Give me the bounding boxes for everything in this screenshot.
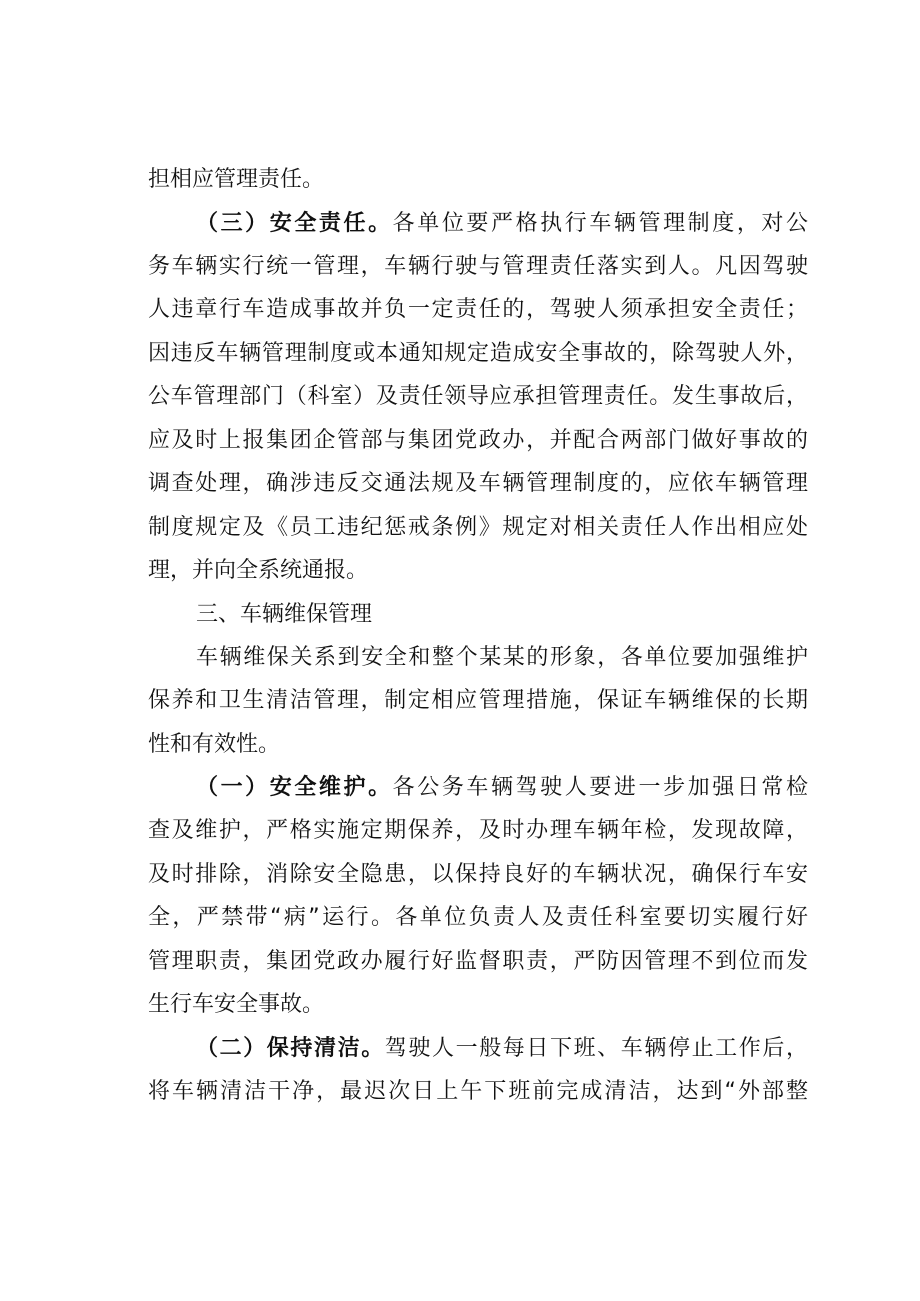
body-line: 担相应管理责任。: [148, 167, 325, 192]
section-heading-vehicle-maintenance: 三、车辆维保管理: [196, 602, 373, 627]
body-text: 各公务车辆驾驶人要进一步加强日常检: [392, 775, 808, 800]
body-line: 保养和卫生清洁管理，制定相应管理措施，保证车辆维保的长期: [148, 688, 808, 713]
body-line: 管理职责，集团党政办履行好监督职责，严防因管理不到位而发: [148, 949, 808, 974]
body-line: 理，并向全系统通报。: [148, 558, 369, 583]
body-line: 车辆维保关系到安全和整个某某的形象，各单位要加强维护: [196, 645, 808, 670]
body-line: 查及维护，严格实施定期保养，及时办理车辆年检，发现故障，: [148, 818, 808, 843]
section-paragraph-safety-responsibility: [196, 210, 808, 238]
body-line: 制度规定及《员工违纪惩戒条例》规定对相关责任人作出相应处: [148, 515, 808, 540]
section-label: （三）安全责任。: [196, 211, 393, 236]
body-text: 各单位要严格执行车辆管理制度，对公: [392, 211, 808, 236]
body-line: 全，严禁带“病”运行。各单位负责人及责任科室要切实履行好: [148, 905, 808, 930]
body-line: 公车管理部门（科室）及责任领导应承担管理责任。发生事故后，: [148, 384, 808, 409]
section-label: （一）安全维护。: [196, 775, 393, 800]
section-paragraph-safety-maintenance: [196, 774, 808, 802]
section-paragraph-keep-clean: [196, 1035, 808, 1063]
body-text: 驾驶人一般每日下班、车辆停止工作后，: [384, 1036, 808, 1061]
body-line: 性和有效性。: [148, 732, 281, 757]
body-line: 应及时上报集团企管部与集团党政办，并配合两部门做好事故的: [148, 428, 808, 453]
body-line: 因违反车辆管理制度或本通知规定造成安全事故的，除驾驶人外，: [148, 341, 808, 366]
body-line: 调查处理，确涉违反交通法规及车辆管理制度的，应依车辆管理: [148, 471, 808, 496]
body-line: 人违章行车造成事故并负一定责任的，驾驶人须承担安全责任；: [148, 297, 808, 322]
body-line: 生行车安全事故。: [148, 992, 325, 1017]
body-line: 务车辆实行统一管理，车辆行驶与管理责任落实到人。凡因驾驶: [148, 254, 808, 279]
body-line: 将车辆清洁干净，最迟次日上午下班前完成清洁，达到“外部整: [148, 1079, 808, 1104]
body-line: 及时排除，消除安全隐患，以保持良好的车辆状况，确保行车安: [148, 862, 808, 887]
section-label: （二）保持清洁。: [196, 1036, 385, 1061]
